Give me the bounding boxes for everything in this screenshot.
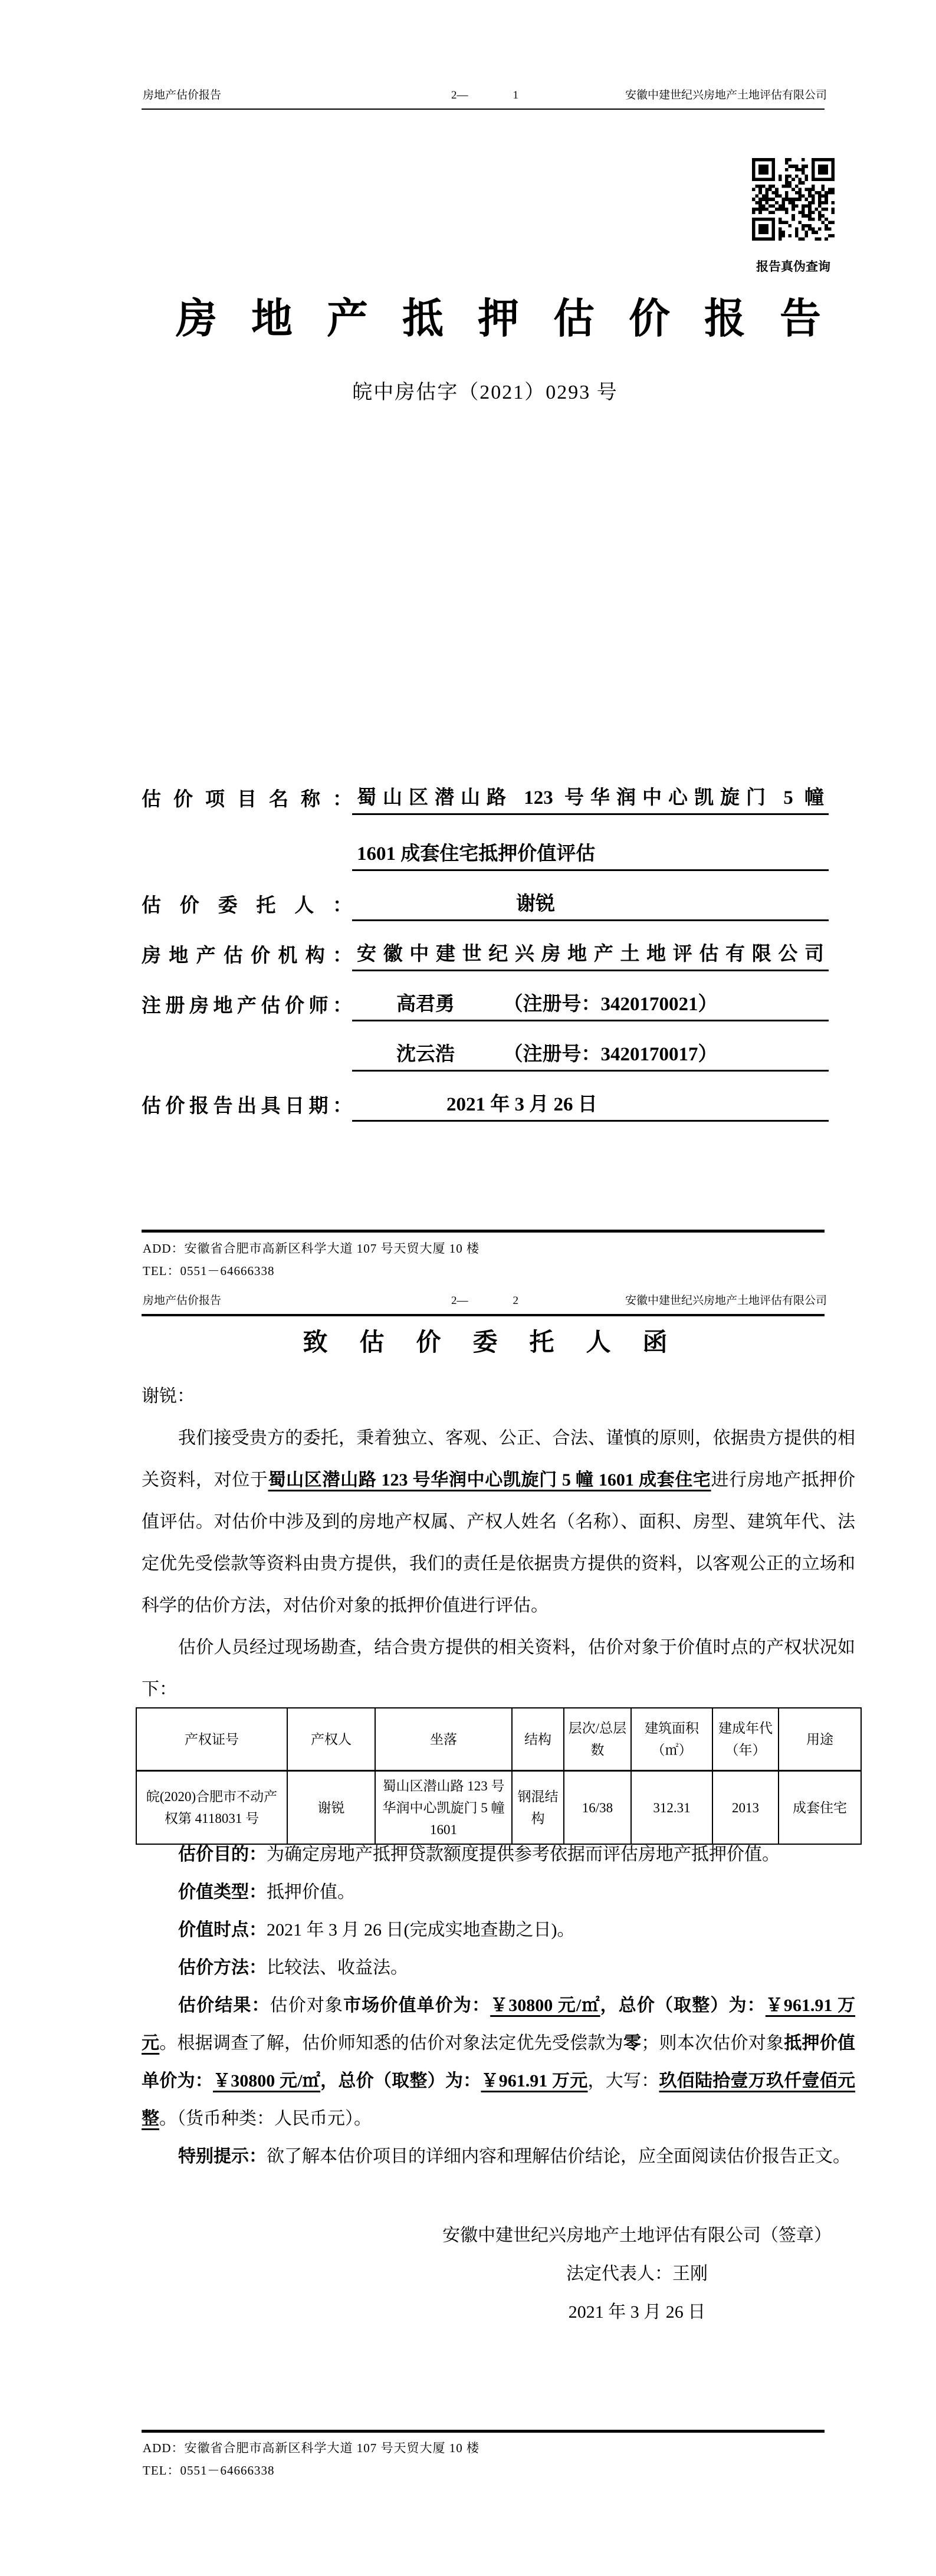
cover-field-line (142, 1036, 829, 1072)
header-page-number: 2— 1 (451, 89, 519, 101)
table-header-cell: 坐落 (375, 1708, 512, 1771)
cover-field-line (142, 836, 829, 871)
table-cell: 谢锐 (287, 1771, 375, 1845)
header-doc-type: 房地产估价报告 (143, 1294, 222, 1307)
field-label: 房地产估价机构： (142, 945, 352, 967)
header-rule (142, 1314, 825, 1316)
text-segment: 特别提示： (178, 2147, 267, 2166)
text-segment: 欲了解本估价项目的详细内容和理解估价结论，应全面阅读估价报告正文。 (267, 2147, 850, 2166)
signature-legal-representative: 法定代表人：王刚 (566, 2264, 708, 2283)
text-segment: 比较法、收益法。 (267, 1958, 408, 1977)
cover-field-line (142, 886, 829, 921)
text-segment: 估价目的： (178, 1845, 267, 1864)
field-value: 安徽中建世纪兴房地产土地评估有限公司 (352, 938, 829, 971)
text-segment: 我们接受贵方的委托，秉着独立、客观、公正、合法、谨慎的原则，依据贵方提供的相关资料，对位于 (142, 1428, 855, 1490)
field-value: 高君勇 （注册号：3420170021） (352, 988, 829, 1021)
field-label (142, 1068, 352, 1072)
header-page-number: 2— 2 (451, 1294, 519, 1307)
text-segment: ￥30800 元/㎡ (490, 1996, 600, 2015)
section-value-date (142, 1911, 855, 1949)
field-label: 估价委托人： (142, 895, 352, 916)
report-number: 皖中房估字（2021）0293 号 (352, 382, 618, 403)
table-header-cell: 用途 (779, 1708, 861, 1771)
header-rule (142, 109, 825, 110)
table-cell: 皖(2020)合肥市不动产权第 4118031 号 (136, 1771, 287, 1845)
table-row (136, 1708, 861, 1771)
letter-body (142, 1375, 855, 1710)
text-segment: ￥961.91 万元 (481, 2071, 588, 2091)
valuation-sections (142, 1836, 855, 2176)
table-header-cell: 产权证号 (136, 1708, 287, 1771)
table-header-cell: 结构 (512, 1708, 564, 1771)
table-cell: 16/38 (564, 1771, 631, 1845)
text-segment: 进行房地产抵押价值评估。对估价中涉及到的房地产权属、产权人姓名（名称）、面积、房型、建筑年代、法定优先受偿款等资料由贵方提供，我们的责任是依据贵方提供的资料，以客观公正的立场和科学的估价方法，对估价对象的抵押价值进行评估。 (142, 1470, 856, 1615)
cover-field-line (142, 936, 829, 971)
text-segment: ，大写： (587, 2071, 659, 2091)
letter-paragraph (142, 1417, 855, 1627)
qr-caption: 报告真伪查询 (756, 259, 830, 274)
text-segment: 估价结果： (178, 1996, 270, 2015)
footer-telephone: TEL：0551－64666338 (143, 2463, 275, 2478)
table-cell: 成套住宅 (779, 1771, 861, 1845)
letter-paragraph: 估价人员经过现场勘查，结合贵方提供的相关资料，估价对象于价值时点的产权状况如下： (142, 1638, 855, 1699)
field-value: 1601 成套住宅抵押价值评估 (352, 838, 829, 871)
text-segment: 估价方法： (178, 1958, 267, 1977)
ownership-table (136, 1707, 862, 1845)
salutation: 谢锐： (142, 1386, 195, 1406)
text-segment: ， (320, 2071, 339, 2091)
text-segment: 玖佰陆拾壹万玖仟壹佰元整 (142, 2071, 856, 2128)
qr-code (752, 158, 835, 241)
header-company-name: 安徽中建世纪兴房地产土地评估有限公司 (625, 89, 827, 101)
text-segment: ， (600, 1996, 619, 2015)
text-segment: 抵押价值单价为： (142, 2033, 856, 2091)
footer-rule (142, 1230, 825, 1233)
table-header-cell: 建筑面积（㎡） (631, 1708, 712, 1771)
field-label (142, 868, 352, 871)
text-segment: ；则本次估价对象 (641, 2033, 784, 2053)
table-header-cell: 建成年代（年） (712, 1708, 779, 1771)
section-notice (142, 2138, 855, 2176)
header-doc-type: 房地产估价报告 (143, 89, 222, 101)
text-segment: 估价对象 (270, 1996, 344, 2015)
text-segment: 市场价值单价为： (343, 1996, 491, 2015)
footer-address: ADD：安徽省合肥市高新区科学大道 107 号天贸大厦 10 楼 (143, 2441, 480, 2455)
text-segment: 。根据调查了解，估价师知悉的估价对象法定优先受偿款为 (159, 2033, 623, 2053)
table-row (136, 1771, 861, 1845)
table-cell: 312.31 (631, 1771, 712, 1845)
cover-field-line (142, 780, 829, 815)
text-segment: 2021 年 3 月 26 日(完成实地查勘之日)。 (267, 1920, 575, 1940)
cover-field-line (142, 986, 829, 1021)
text-segment: ￥961.91 万元 (142, 1996, 856, 2053)
field-value: 沈云浩 （注册号：3420170017） (352, 1039, 829, 1072)
section-method (142, 1949, 855, 1987)
header-company-name: 安徽中建世纪兴房地产土地评估有限公司 (625, 1294, 827, 1307)
text-segment: ￥30800 元/㎡ (213, 2071, 321, 2091)
field-value: 蜀山区潜山路 123 号华润中心凯旋门 5 幢 (352, 782, 829, 815)
text-segment: 蜀山区潜山路 123 号华润中心凯旋门 5 幢 1601 成套住宅 (268, 1470, 711, 1490)
table-header-cell: 产权人 (287, 1708, 375, 1771)
text-segment: 总价（取整）为： (618, 1996, 766, 2015)
text-segment: 总价（取整）为： (338, 2071, 481, 2091)
text-segment: 价值类型： (178, 1882, 267, 1902)
table-cell: 钢混结构 (512, 1771, 564, 1845)
text-segment: 价值时点： (178, 1920, 267, 1940)
signature-date: 2021 年 3 月 26 日 (568, 2302, 706, 2322)
text-segment: 为确定房地产抵押贷款额度提供参考依据而评估房地产抵押价值。 (267, 1845, 780, 1864)
signature-block (413, 2216, 861, 2331)
text-segment: 。（货币种类：人民币元）。 (159, 2109, 372, 2128)
text-segment: 零 (623, 2033, 642, 2053)
section-value-type (142, 1874, 855, 1911)
table-cell: 2013 (712, 1771, 779, 1845)
section-result (142, 1987, 855, 2138)
section-purpose (142, 1836, 855, 1874)
cover-field-line (142, 1086, 829, 1122)
footer-rule (142, 2430, 825, 2433)
footer-address: ADD：安徽省合肥市高新区科学大道 107 号天贸大厦 10 楼 (143, 1241, 480, 1256)
report-title: 房地产抵押估价报告 (176, 297, 855, 342)
field-value: 2021 年 3 月 26 日 (352, 1089, 829, 1122)
signature-company: 安徽中建世纪兴房地产土地评估有限公司（签章） (442, 2226, 832, 2245)
letter-title: 致估价委托人函 (303, 1329, 699, 1356)
field-label: 估价报告出具日期： (142, 1096, 352, 1117)
text-segment: 抵押价值。 (267, 1882, 355, 1902)
field-label: 估价项目名称： (142, 789, 352, 810)
table-header-cell: 层次/总层数 (564, 1708, 631, 1771)
footer-telephone: TEL：0551－64666338 (143, 1264, 275, 1278)
field-value: 谢锐 (352, 888, 829, 921)
table-cell: 蜀山区潜山路 123 号华润中心凯旋门 5 幢 1601 (375, 1771, 512, 1845)
field-label: 注册房地产估价师： (142, 995, 352, 1017)
